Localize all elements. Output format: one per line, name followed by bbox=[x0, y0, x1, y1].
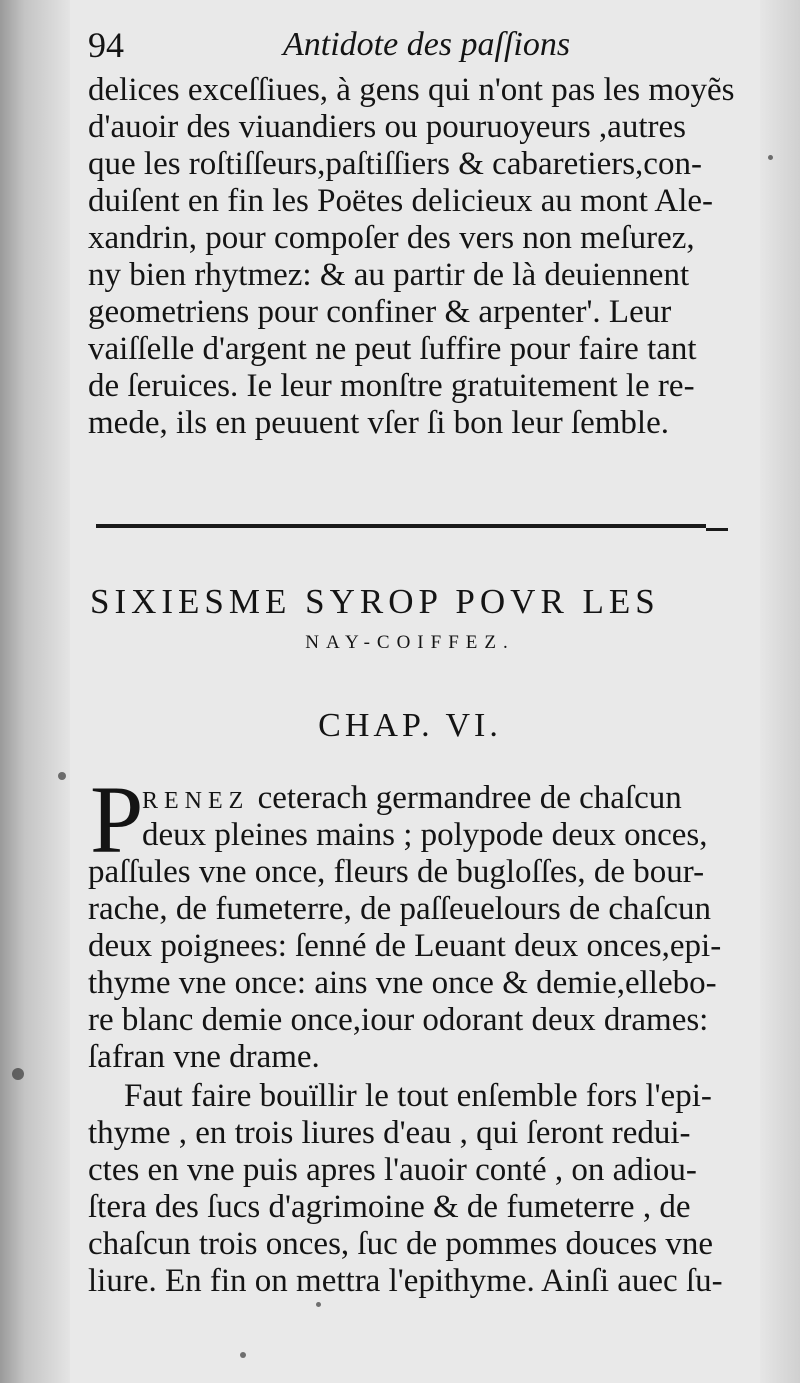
text-line: Faut faire bouïllir le tout enſemble fors l'epi- bbox=[124, 1078, 712, 1114]
page-gutter-shadow bbox=[0, 0, 70, 1383]
text-line: thyme vne once: ains vne once & demie,ellebo- bbox=[88, 965, 717, 1001]
page-edge bbox=[760, 0, 800, 1383]
text-line: que les roſtiſſeurs,paſtiſſiers & cabaretiers,con- bbox=[88, 146, 702, 182]
text-line: de ſeruices. Ie leur monſtre gratuitement le re- bbox=[88, 368, 695, 404]
lead-word: RENEZ bbox=[142, 788, 250, 814]
text-line: ctes en vne puis apres l'auoir conté , on adiou- bbox=[88, 1152, 697, 1188]
paper-speck bbox=[12, 1068, 24, 1080]
text-line: rache, de fumeterre, de paſſeuelours de chaſcun bbox=[88, 891, 712, 927]
text-line: deux poignees: ſenné de Leuant deux onces,epi- bbox=[88, 928, 722, 964]
page-header bbox=[88, 22, 748, 68]
first-line-rest: ceterach germandree de chaſcun bbox=[249, 780, 682, 816]
drop-cap: P bbox=[90, 766, 144, 873]
text-line: delices exceſſiues, à gens qui n'ont pas les moyẽs bbox=[88, 72, 735, 108]
text-line: mede, ils en peuuent vſer ſi bon leur ſemble. bbox=[88, 405, 669, 441]
text-line: liure. En fin on mettra l'epithyme. Ainſi auec ſu- bbox=[88, 1263, 723, 1299]
section-divider bbox=[96, 524, 706, 528]
chapter-number: CHAP. VI. bbox=[318, 707, 502, 744]
text-line: vaiſſelle d'argent ne peut ſuffire pour faire tant bbox=[88, 331, 697, 367]
paper-speck bbox=[316, 1302, 321, 1307]
text-line: chaſcun trois onces, ſuc de pommes douces vne bbox=[88, 1226, 713, 1262]
text-line: d'auoir des viuandiers ou pouruoyeurs ,autres bbox=[88, 109, 686, 145]
paper-speck bbox=[768, 155, 773, 160]
paper-speck bbox=[240, 1352, 246, 1358]
text-line: re blanc demie once,iour odorant deux drames: bbox=[88, 1002, 709, 1038]
text-line: ſafran vne drame. bbox=[88, 1039, 320, 1075]
text-line: duiſent en fin les Poëtes delicieux au mont Ale- bbox=[88, 183, 714, 219]
chapter-subheading: NAY-COIFFEZ. bbox=[305, 632, 515, 653]
text-line: deux pleines mains ; polypode deux onces, bbox=[142, 817, 708, 853]
text-line: thyme , en trois liures d'eau , qui ſeront redui- bbox=[88, 1115, 691, 1151]
text-line: geometriens pour confiner & arpenter'. Leur bbox=[88, 294, 672, 330]
text-line: xandrin, pour compoſer des vers non meſurez, bbox=[88, 220, 695, 256]
text-line: ſtera des ſucs d'agrimoine & de fumeterre , de bbox=[88, 1189, 691, 1225]
page-number: 94 bbox=[88, 25, 124, 65]
paper-speck bbox=[58, 772, 66, 780]
section-divider-tail bbox=[706, 528, 728, 531]
text-line: paſſules vne once, fleurs de bugloſſes, de bour- bbox=[88, 854, 705, 890]
text-line: ny bien rhytmez: & au partir de là deuiennent bbox=[88, 257, 690, 293]
running-title: Antidote des paſſions bbox=[283, 26, 571, 63]
chapter-heading: SIXIESME SYROP POVR LES bbox=[90, 582, 660, 621]
